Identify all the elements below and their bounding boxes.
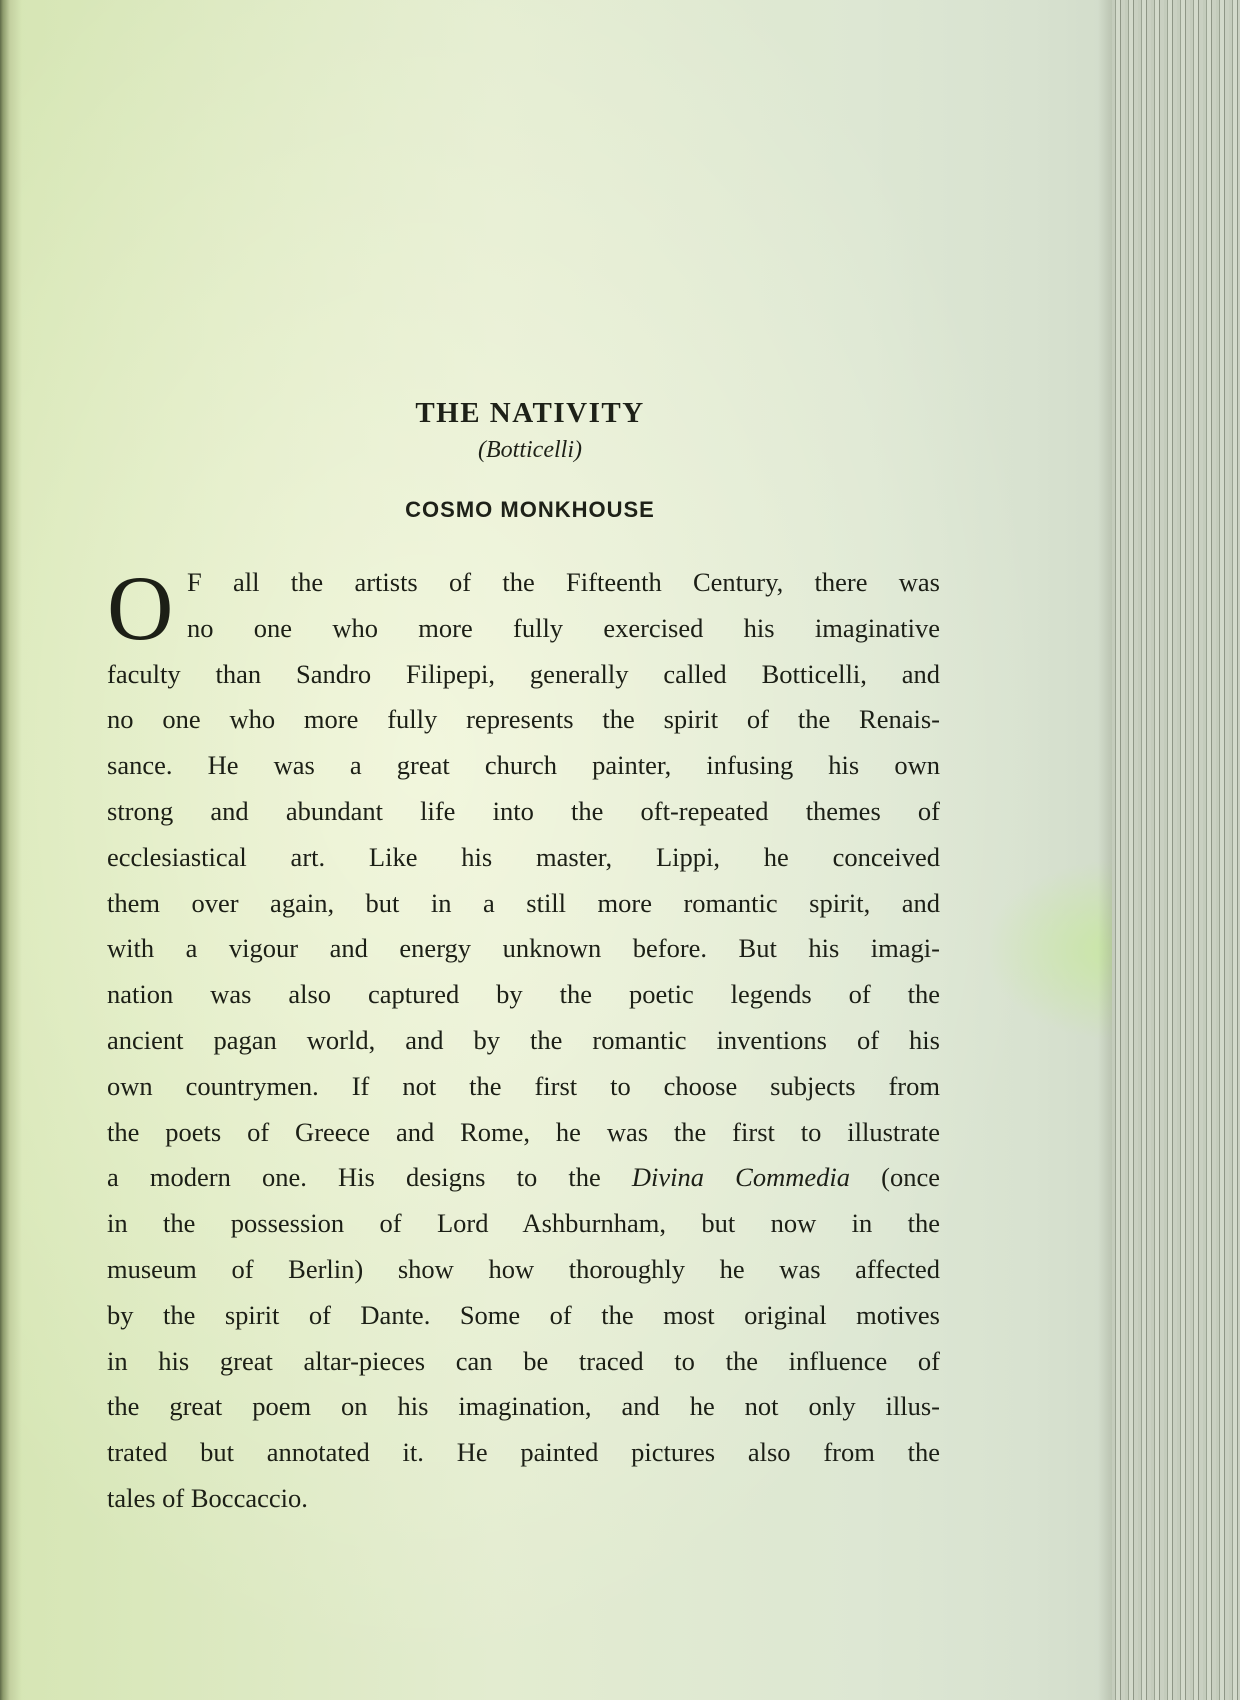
text-line: ecclesiastical art. Like his master, Lippi, he conceived	[107, 841, 940, 872]
text-line: nation was also captured by the poetic legends of the	[107, 979, 940, 1010]
text-line: F all the artists of the Fifteenth Century, there was	[187, 567, 940, 597]
text-line: them over again, but in a still more romantic spirit, and	[107, 887, 940, 918]
text-line: no one who more fully exercised his imaginative	[187, 612, 940, 643]
text-line: trated but annotated it. He painted pictures also from the	[107, 1437, 940, 1468]
page-stack-edges	[1112, 0, 1240, 1700]
text-line: sance. He was a great church painter, infusing his own	[107, 750, 940, 781]
page-gutter-shadow	[0, 0, 22, 1700]
text-line: in his great altar-pieces can be traced to the influence of	[107, 1345, 940, 1376]
chapter-subtitle: (Botticelli)	[478, 437, 582, 463]
italic-title: Divina Commedia	[631, 1162, 850, 1193]
text-line: the great poem on his imagination, and he not only illus-	[107, 1391, 940, 1422]
text-line: museum of Berlin) show how thoroughly he was affected	[107, 1253, 940, 1284]
text-line: with a vigour and energy unknown before. But his imagi-	[107, 933, 940, 964]
author-name: COSMO MONKHOUSE	[405, 497, 655, 522]
text-line-with-italic	[107, 1155, 940, 1201]
drop-cap: O	[107, 557, 174, 659]
text-line: by the spirit of Dante. Some of the most original motives	[107, 1299, 940, 1330]
text-line: tales of Boccaccio.	[107, 1482, 308, 1513]
text-segment: (once	[850, 1162, 940, 1193]
text-line: no one who more fully represents the spirit of the Renais-	[107, 704, 940, 735]
text-line: in the possession of Lord Ashburnham, but now in the	[107, 1208, 940, 1239]
text-segment: a modern one. His designs to the	[107, 1162, 632, 1193]
body-paragraph	[107, 557, 940, 1522]
text-line: strong and abundant life into the oft-repeated themes of	[107, 795, 940, 826]
chapter-title: THE NATIVITY	[415, 397, 645, 429]
text-line: ancient pagan world, and by the romantic inventions of his	[107, 1024, 940, 1055]
text-line: the poets of Greece and Rome, he was the first to illustrate	[107, 1116, 940, 1147]
text-line: faculty than Sandro Filipepi, generally called Botticelli, and	[107, 658, 940, 689]
text-line: own countrymen. If not the first to choose subjects from	[107, 1070, 940, 1101]
